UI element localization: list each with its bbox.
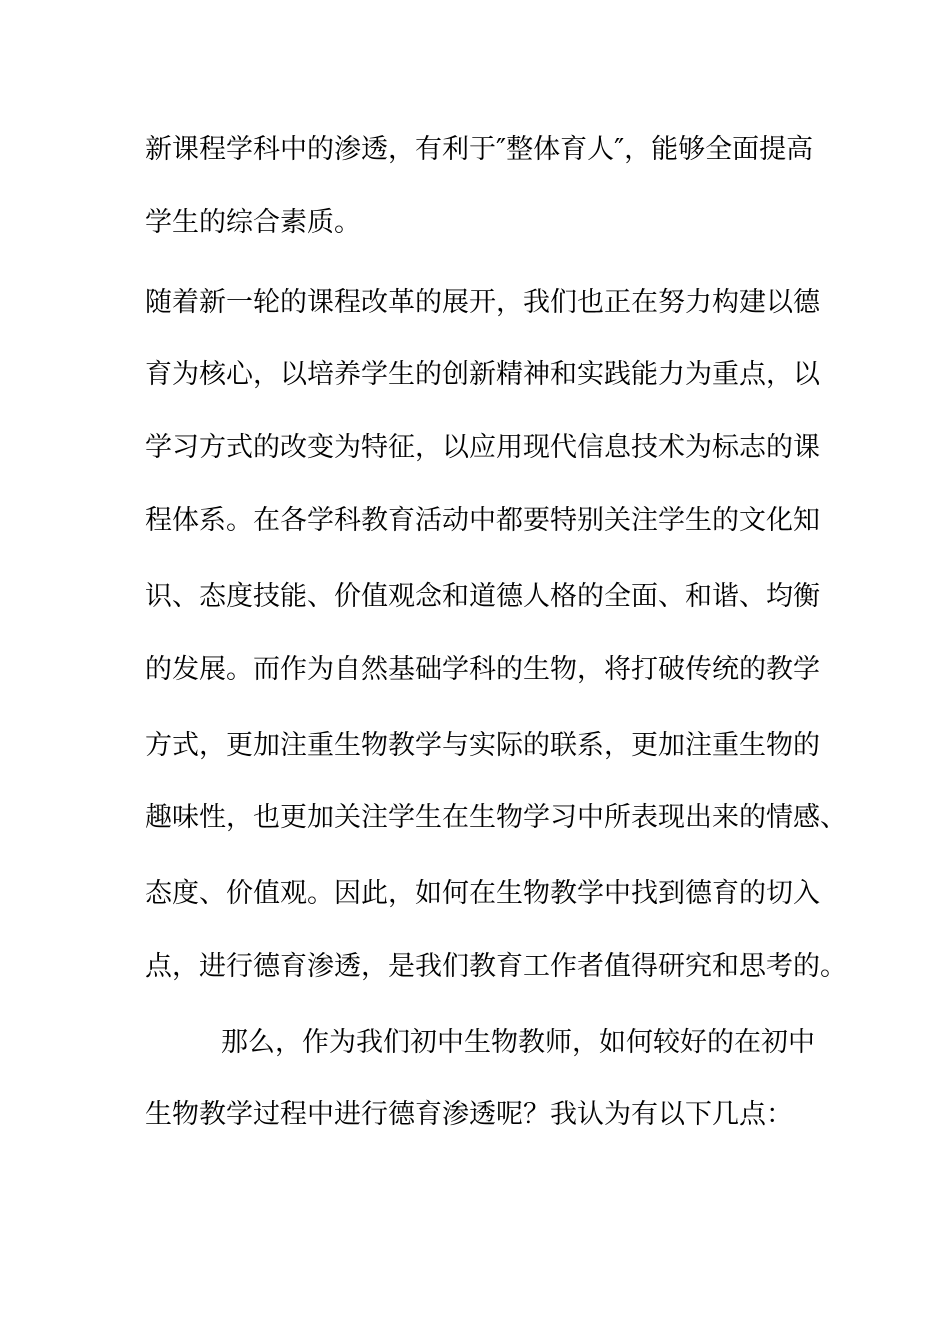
paragraph-line: 那么，作为我们初中生物教师，如何较好的在初中 [221, 1027, 815, 1058]
paragraph-line: 学生的综合素质。 [145, 207, 361, 238]
paragraph-line: 点，进行德育渗透，是我们教育工作者值得研究和思考的。 [145, 951, 847, 982]
paragraph-line: 新课程学科中的渗透，有利于″整体育人″，能够全面提高 [145, 134, 814, 165]
paragraph-line: 的发展。而作为自然基础学科的生物，将打破传统的教学 [145, 654, 820, 685]
paragraph-line: 方式，更加注重生物教学与实际的联系，更加注重生物的 [145, 730, 820, 761]
paragraph-line: 育为核心，以培养学生的创新精神和实践能力为重点，以 [145, 359, 820, 390]
paragraph-line: 识、态度技能、价值观念和道德人格的全面、和谐、均衡 [145, 581, 820, 612]
paragraph-line: 趣味性，也更加关注学生在生物学习中所表现出来的情感、 [145, 802, 847, 833]
paragraph-line: 态度、价值观。因此，如何在生物教学中找到德育的切入 [145, 878, 820, 909]
paragraph-line: 随着新一轮的课程改革的展开，我们也正在努力构建以德 [145, 287, 820, 318]
paragraph-line: 程体系。在各学科教育活动中都要特别关注学生的文化知 [145, 505, 820, 536]
paragraph-line: 学习方式的改变为特征，以应用现代信息技术为标志的课 [145, 432, 820, 463]
paragraph-line: 生物教学过程中进行德育渗透呢？我认为有以下几点： [145, 1099, 793, 1130]
